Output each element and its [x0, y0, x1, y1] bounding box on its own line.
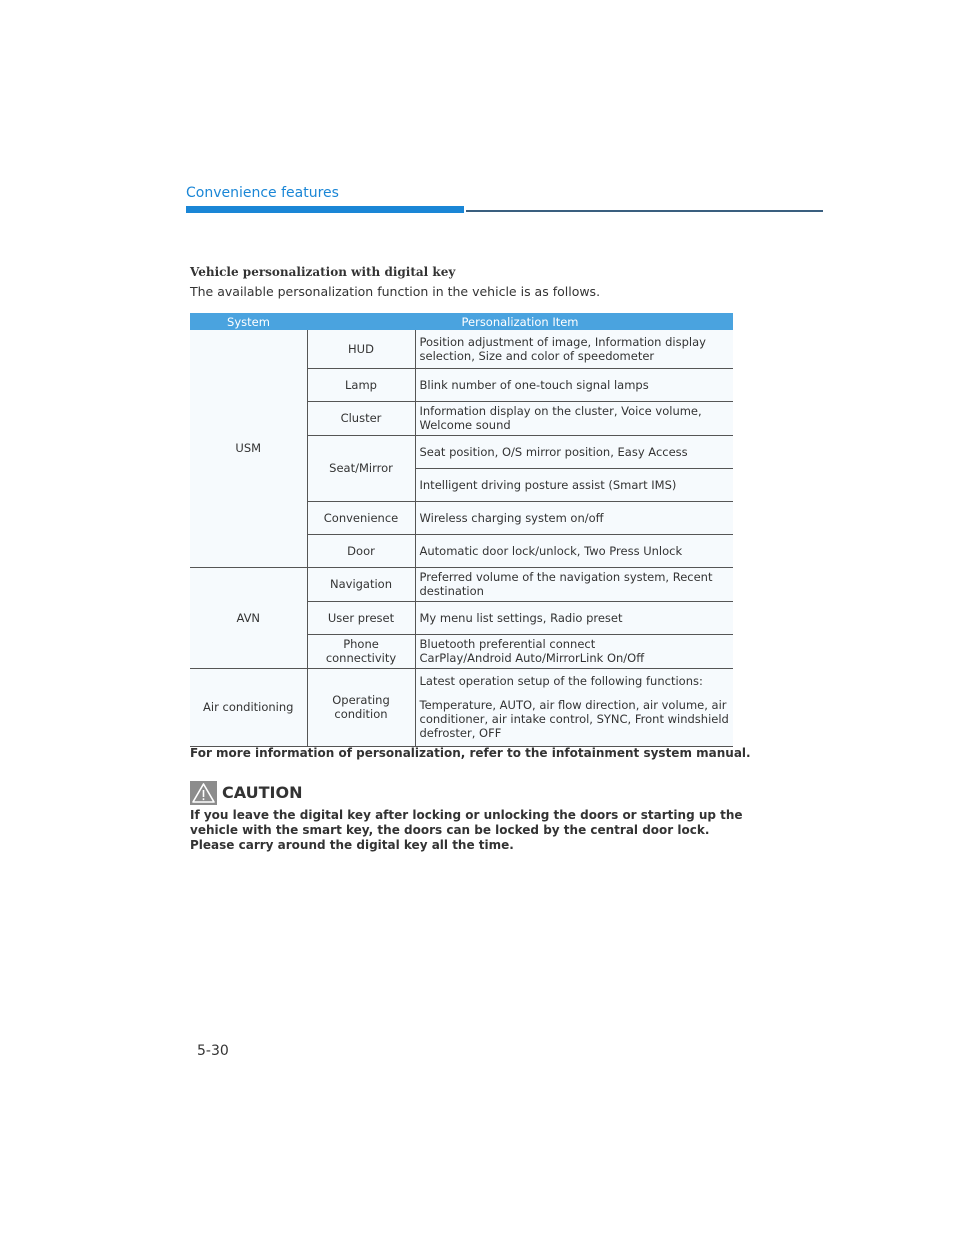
item-cell: Phone connectivity: [307, 634, 415, 668]
desc-line: CarPlay/Android Auto/MirrorLink On/Off: [419, 651, 645, 665]
personalization-table: [190, 313, 733, 747]
item-cell: Operating condition: [307, 668, 415, 746]
header-personalization-item: Personalization Item: [307, 313, 733, 330]
table-header-row: [190, 313, 733, 330]
desc-cell: [415, 634, 733, 668]
personalization-note: For more information of personalization, refer to the infotainment system manual.: [190, 746, 751, 760]
system-cell-air: Air conditioning: [190, 668, 307, 746]
system-cell-usm: USM: [190, 330, 307, 567]
desc-line: Temperature, AUTO, air flow direction, air volume, air conditioner, air intake control, SYNC, Front windshield defroster, OFF: [419, 698, 729, 740]
item-cell: Door: [307, 534, 415, 567]
section-intro: The available personalization function in the vehicle is as follows.: [190, 284, 601, 299]
table-row: [190, 567, 733, 601]
desc-cell: Intelligent driving posture assist (Smart IMS): [415, 468, 733, 501]
warning-icon: [190, 781, 217, 805]
table-row: [190, 330, 733, 368]
desc-cell: Position adjustment of image, Information display selection, Size and color of speedometer: [415, 330, 733, 368]
page-number: 5-30: [197, 1043, 229, 1059]
desc-cell: Information display on the cluster, Voice volume, Welcome sound: [415, 401, 733, 435]
section-heading: Vehicle personalization with digital key: [190, 265, 456, 279]
item-cell: HUD: [307, 330, 415, 368]
item-cell: User preset: [307, 601, 415, 634]
desc-cell: Blink number of one-touch signal lamps: [415, 368, 733, 401]
item-cell: Seat/Mirror: [307, 435, 415, 501]
header-system: System: [190, 313, 307, 330]
header-accent-bar: [186, 206, 464, 213]
item-cell: Cluster: [307, 401, 415, 435]
chapter-title: Convenience features: [186, 185, 339, 201]
desc-cell: Wireless charging system on/off: [415, 501, 733, 534]
caution-text: If you leave the digital key after locking or unlocking the doors or starting up the vehicle with the smart key, the doors can be locked by the central door lock. Please carry around the digital key all the time.: [190, 808, 743, 852]
desc-cell: My menu list settings, Radio preset: [415, 601, 733, 634]
item-cell: Lamp: [307, 368, 415, 401]
desc-cell: [415, 668, 733, 746]
item-cell: Convenience: [307, 501, 415, 534]
table-row: [190, 668, 733, 746]
header-rule: [466, 210, 823, 212]
caution-title: CAUTION: [222, 783, 303, 802]
system-cell-avn: AVN: [190, 567, 307, 668]
desc-line: Latest operation setup of the following functions:: [419, 674, 703, 688]
desc-cell: Automatic door lock/unlock, Two Press Unlock: [415, 534, 733, 567]
desc-line: Bluetooth preferential connect: [419, 637, 596, 651]
desc-cell: Seat position, O/S mirror position, Easy Access: [415, 435, 733, 468]
desc-cell: Preferred volume of the navigation system, Recent destination: [415, 567, 733, 601]
item-cell: Navigation: [307, 567, 415, 601]
